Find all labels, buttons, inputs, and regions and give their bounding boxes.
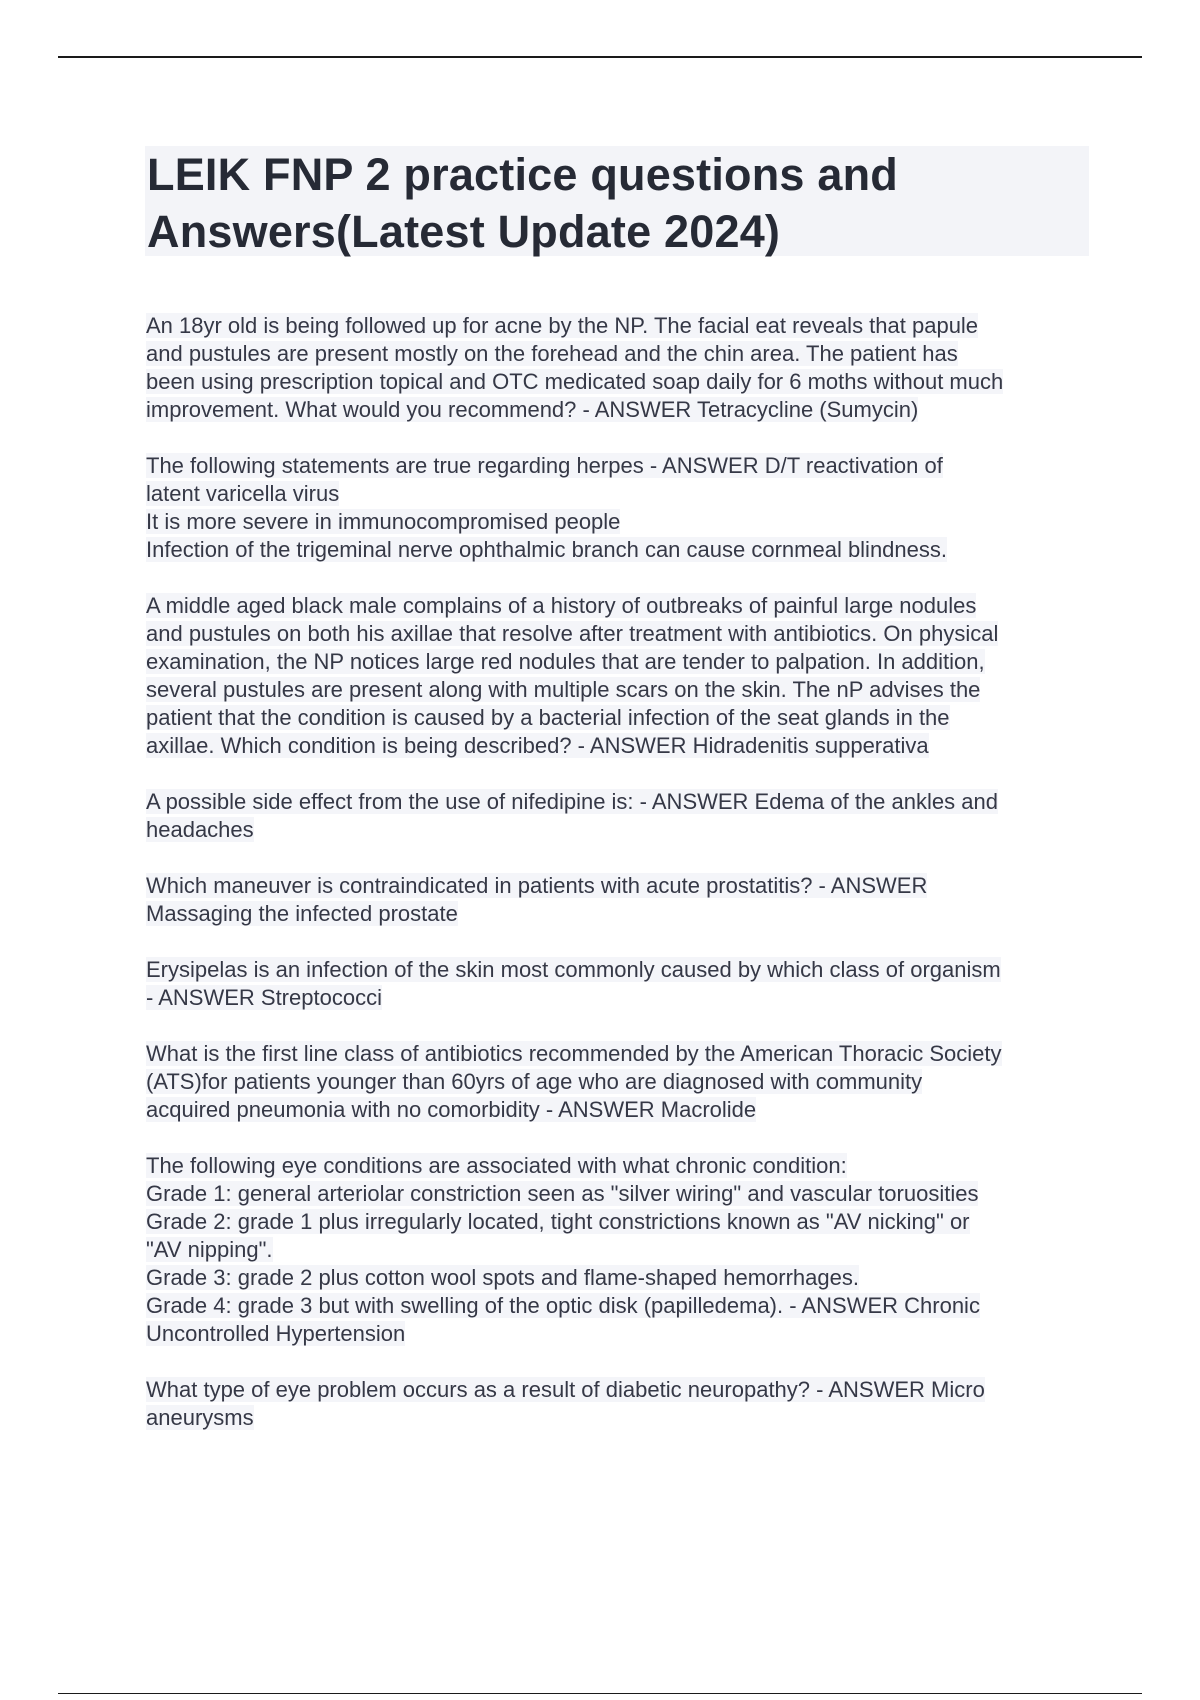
qa-block bbox=[146, 872, 1096, 928]
qa-line-text: Infection of the trigeminal nerve ophthalmic branch can cause cornmeal blindness. bbox=[146, 537, 948, 562]
qa-line-text: Grade 1: general arteriolar constriction seen as "silver wiring" and vascular toruosities bbox=[146, 1181, 979, 1206]
qa-line-text: A possible side effect from the use of nifedipine is: - ANSWER Edema of the ankles and bbox=[146, 789, 998, 814]
qa-line-text: Grade 4: grade 3 but with swelling of the optic disk (papilledema). - ANSWER Chronic bbox=[146, 1293, 980, 1318]
qa-line-text: Erysipelas is an infection of the skin most commonly caused by which class of organism bbox=[146, 957, 1001, 982]
qa-line-text: "AV nipping". bbox=[146, 1237, 273, 1262]
qa-line bbox=[146, 956, 1096, 984]
qa-line-text: several pustules are present along with multiple scars on the skin. The nP advises the bbox=[146, 677, 981, 702]
qa-line bbox=[146, 984, 1096, 1012]
qa-line-text: An 18yr old is being followed up for acne by the NP. The facial eat reveals that papule bbox=[146, 313, 979, 338]
qa-line-text: - ANSWER Streptococci bbox=[146, 985, 382, 1010]
qa-line-text: The following eye conditions are associated with what chronic condition: bbox=[146, 1153, 847, 1178]
qa-line bbox=[146, 704, 1096, 732]
qa-block bbox=[146, 452, 1096, 564]
qa-line bbox=[146, 312, 1096, 340]
qa-line bbox=[146, 368, 1096, 396]
document-title bbox=[145, 146, 1089, 260]
qa-line-text: aneurysms bbox=[146, 1405, 254, 1430]
qa-block bbox=[146, 1152, 1096, 1348]
qa-line bbox=[146, 1096, 1096, 1124]
qa-line bbox=[146, 648, 1096, 676]
qa-line bbox=[146, 620, 1096, 648]
qa-line bbox=[146, 816, 1096, 844]
qa-line bbox=[146, 396, 1096, 424]
title-line-2: Answers(Latest Update 2024) bbox=[147, 206, 781, 257]
qa-line-text: been using prescription topical and OTC medicated soap daily for 6 moths without much bbox=[146, 369, 1004, 394]
title-line-1: LEIK FNP 2 practice questions and bbox=[147, 149, 898, 200]
qa-line bbox=[146, 1208, 1096, 1236]
qa-content bbox=[146, 312, 1096, 1460]
qa-line-text: headaches bbox=[146, 817, 254, 842]
qa-block bbox=[146, 1376, 1096, 1432]
qa-line bbox=[146, 1264, 1096, 1292]
qa-line bbox=[146, 508, 1096, 536]
qa-line bbox=[146, 1180, 1096, 1208]
qa-line bbox=[146, 1376, 1096, 1404]
qa-block bbox=[146, 956, 1096, 1012]
qa-line-text: Grade 2: grade 1 plus irregularly located, tight constrictions known as "AV nicking" or bbox=[146, 1209, 970, 1234]
qa-block bbox=[146, 1040, 1096, 1124]
qa-line bbox=[146, 480, 1096, 508]
top-divider bbox=[58, 56, 1142, 58]
qa-line-text: examination, the NP notices large red nodules that are tender to palpation. In addition, bbox=[146, 649, 985, 674]
qa-line-text: Uncontrolled Hypertension bbox=[146, 1321, 406, 1346]
qa-line bbox=[146, 1152, 1096, 1180]
qa-line-text: acquired pneumonia with no comorbidity - ANSWER Macrolide bbox=[146, 1097, 757, 1122]
qa-line-text: Grade 3: grade 2 plus cotton wool spots and flame-shaped hemorrhages. bbox=[146, 1265, 859, 1290]
qa-line bbox=[146, 1040, 1096, 1068]
qa-line bbox=[146, 592, 1096, 620]
qa-line-text: and pustules on both his axillae that resolve after treatment with antibiotics. On physical bbox=[146, 621, 999, 646]
qa-block bbox=[146, 312, 1096, 424]
qa-line bbox=[146, 676, 1096, 704]
bottom-divider bbox=[58, 1693, 1142, 1694]
qa-line-text: A middle aged black male complains of a history of outbreaks of painful large nodules bbox=[146, 593, 977, 618]
qa-line bbox=[146, 732, 1096, 760]
qa-line-text: (ATS)for patients younger than 60yrs of age who are diagnosed with community bbox=[146, 1069, 923, 1094]
qa-line-text: axillae. Which condition is being described? - ANSWER Hidradenitis supperativa bbox=[146, 733, 929, 758]
qa-line bbox=[146, 340, 1096, 368]
qa-line-text: The following statements are true regarding herpes - ANSWER D/T reactivation of bbox=[146, 453, 943, 478]
qa-line bbox=[146, 872, 1096, 900]
title-block bbox=[145, 146, 1089, 256]
qa-block bbox=[146, 592, 1096, 760]
qa-line bbox=[146, 1068, 1096, 1096]
qa-line bbox=[146, 1320, 1096, 1348]
qa-line-text: patient that the condition is caused by a bacterial infection of the seat glands in the bbox=[146, 705, 950, 730]
qa-block bbox=[146, 788, 1096, 844]
qa-line-text: latent varicella virus bbox=[146, 481, 340, 506]
qa-line-text: Which maneuver is contraindicated in patients with acute prostatitis? - ANSWER bbox=[146, 873, 928, 898]
qa-line-text: It is more severe in immunocompromised people bbox=[146, 509, 621, 534]
qa-line bbox=[146, 1236, 1096, 1264]
qa-line-text: What is the first line class of antibiotics recommended by the American Thoracic Society bbox=[146, 1041, 1002, 1066]
qa-line bbox=[146, 452, 1096, 480]
qa-line bbox=[146, 1292, 1096, 1320]
qa-line-text: Massaging the infected prostate bbox=[146, 901, 458, 926]
qa-line-text: and pustules are present mostly on the forehead and the chin area. The patient has bbox=[146, 341, 958, 366]
qa-line-text: improvement. What would you recommend? - ANSWER Tetracycline (Sumycin) bbox=[146, 397, 919, 422]
qa-line bbox=[146, 536, 1096, 564]
qa-line bbox=[146, 788, 1096, 816]
qa-line-text: What type of eye problem occurs as a result of diabetic neuropathy? - ANSWER Micro bbox=[146, 1377, 985, 1402]
qa-line bbox=[146, 1404, 1096, 1432]
qa-line bbox=[146, 900, 1096, 928]
